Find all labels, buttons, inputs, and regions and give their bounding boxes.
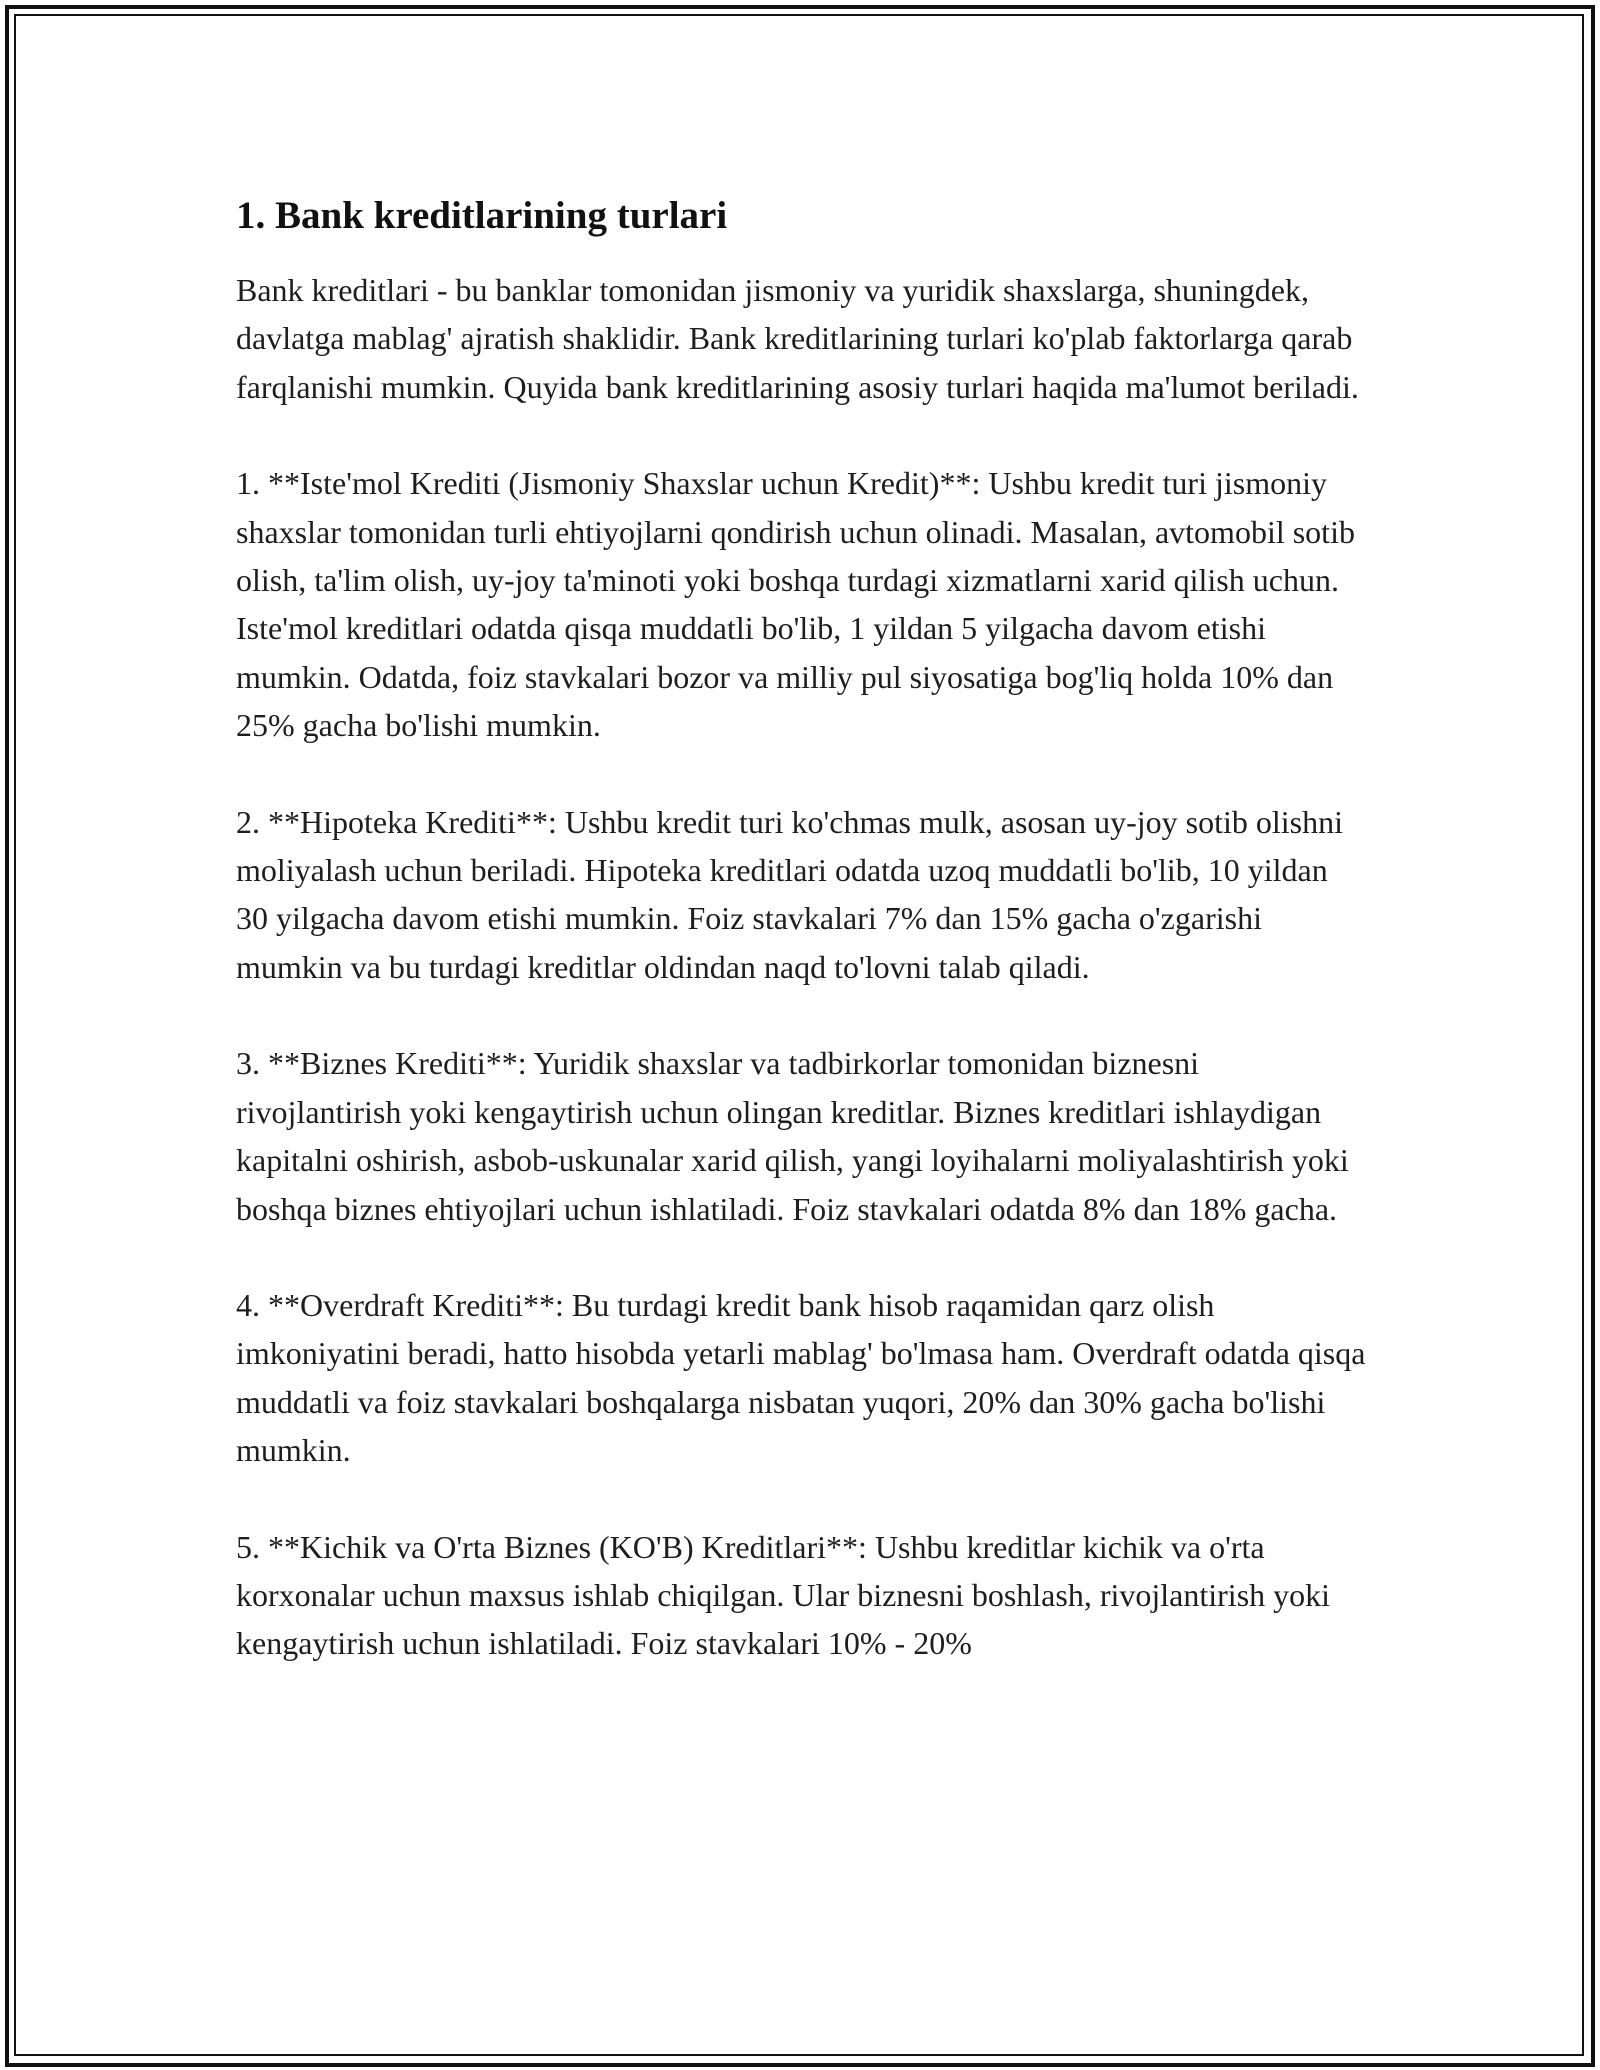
- intro-paragraph: Bank kreditlari - bu banklar tomonidan jismoniy va yuridik shaxslarga, shuningdek, davlatga mablag' ajratish shaklidir. Bank kreditlarining turlari ko'plab faktorlarga qarab farqlanishi mumkin. Quyida bank kreditlarining asosiy turlari haqida ma'lumot beriladi.: [236, 272, 1359, 405]
- paragraph-overdraft-credit: 4. **Overdraft Krediti**: Bu turdagi kredit bank hisob raqamidan qarz olish imkoniyatini beradi, hatto hisobda yetarli mablag' bo'lmasa ham. Overdraft odatda qisqa muddatli va foiz stavkalari boshqalarga nisbatan yuqori, 20% dan 30% gacha bo'lishi mumkin.: [236, 1286, 1366, 1469]
- section-heading: 1. Bank kreditlarining turlari: [236, 194, 728, 237]
- paragraph-sme-credit: 5. **Kichik va O'rta Biznes (KO'B) Kreditlari**: Ushbu kreditlar kichik va o'rta korxonalar uchun maxsus ishlab chiqilgan. Ular biznesni boshlash, rivojlantirish yoki kengaytirish uchun ishlatiladi. Foiz stavkalari 10% - 20%: [236, 1528, 1331, 1662]
- document-page: [236, 190, 1366, 1668]
- paragraph-consumer-credit: 1. **Iste'mol Krediti (Jismoniy Shaxslar uchun Kredit)**: Ushbu kredit turi jismoniy shaxslar tomonidan turli ehtiyojlarni qondirish uchun olinadi. Masalan, avtomobil sotib olish, ta'lim olish, uy-joy ta'minoti yoki boshqa turdagi xizmatlarni xarid qilish uchun. Iste'mol kreditlari odatda qisqa muddatli bo'lib, 1 yildan 5 yilgacha davom etishi mumkin. Odatda, foiz stavkalari bozor va milliy pul siyosatiga bog'liq holda 10% dan 25% gacha bo'lishi mumkin.: [236, 465, 1355, 744]
- paragraph-business-credit: 3. **Biznes Krediti**: Yuridik shaxslar va tadbirkorlar tomonidan biznesni rivojlantirish yoki kengaytirish uchun olingan kreditlar. Biznes kreditlari ishlaydigan kapitalni oshirish, asbob-uskunalar xarid qilish, yangi loyihalarni moliyalashtirish yoki boshqa biznes ehtiyojlari uchun ishlatiladi. Foiz stavkalari odatda 8% dan 18% gacha.: [236, 1045, 1349, 1227]
- paragraph-mortgage-credit: 2. **Hipoteka Krediti**: Ushbu kredit turi ko'chmas mulk, asosan uy-joy sotib olishni moliyalash uchun beriladi. Hipoteka kreditlari odatda uzoq muddatli bo'lib, 10 yildan 30 yilgacha davom etishi mumkin. Foiz stavkalari 7% dan 15% gacha o'zgarishi mumkin va bu turdagi kreditlar oldindan naqd to'lovni talab qiladi.: [236, 803, 1343, 985]
